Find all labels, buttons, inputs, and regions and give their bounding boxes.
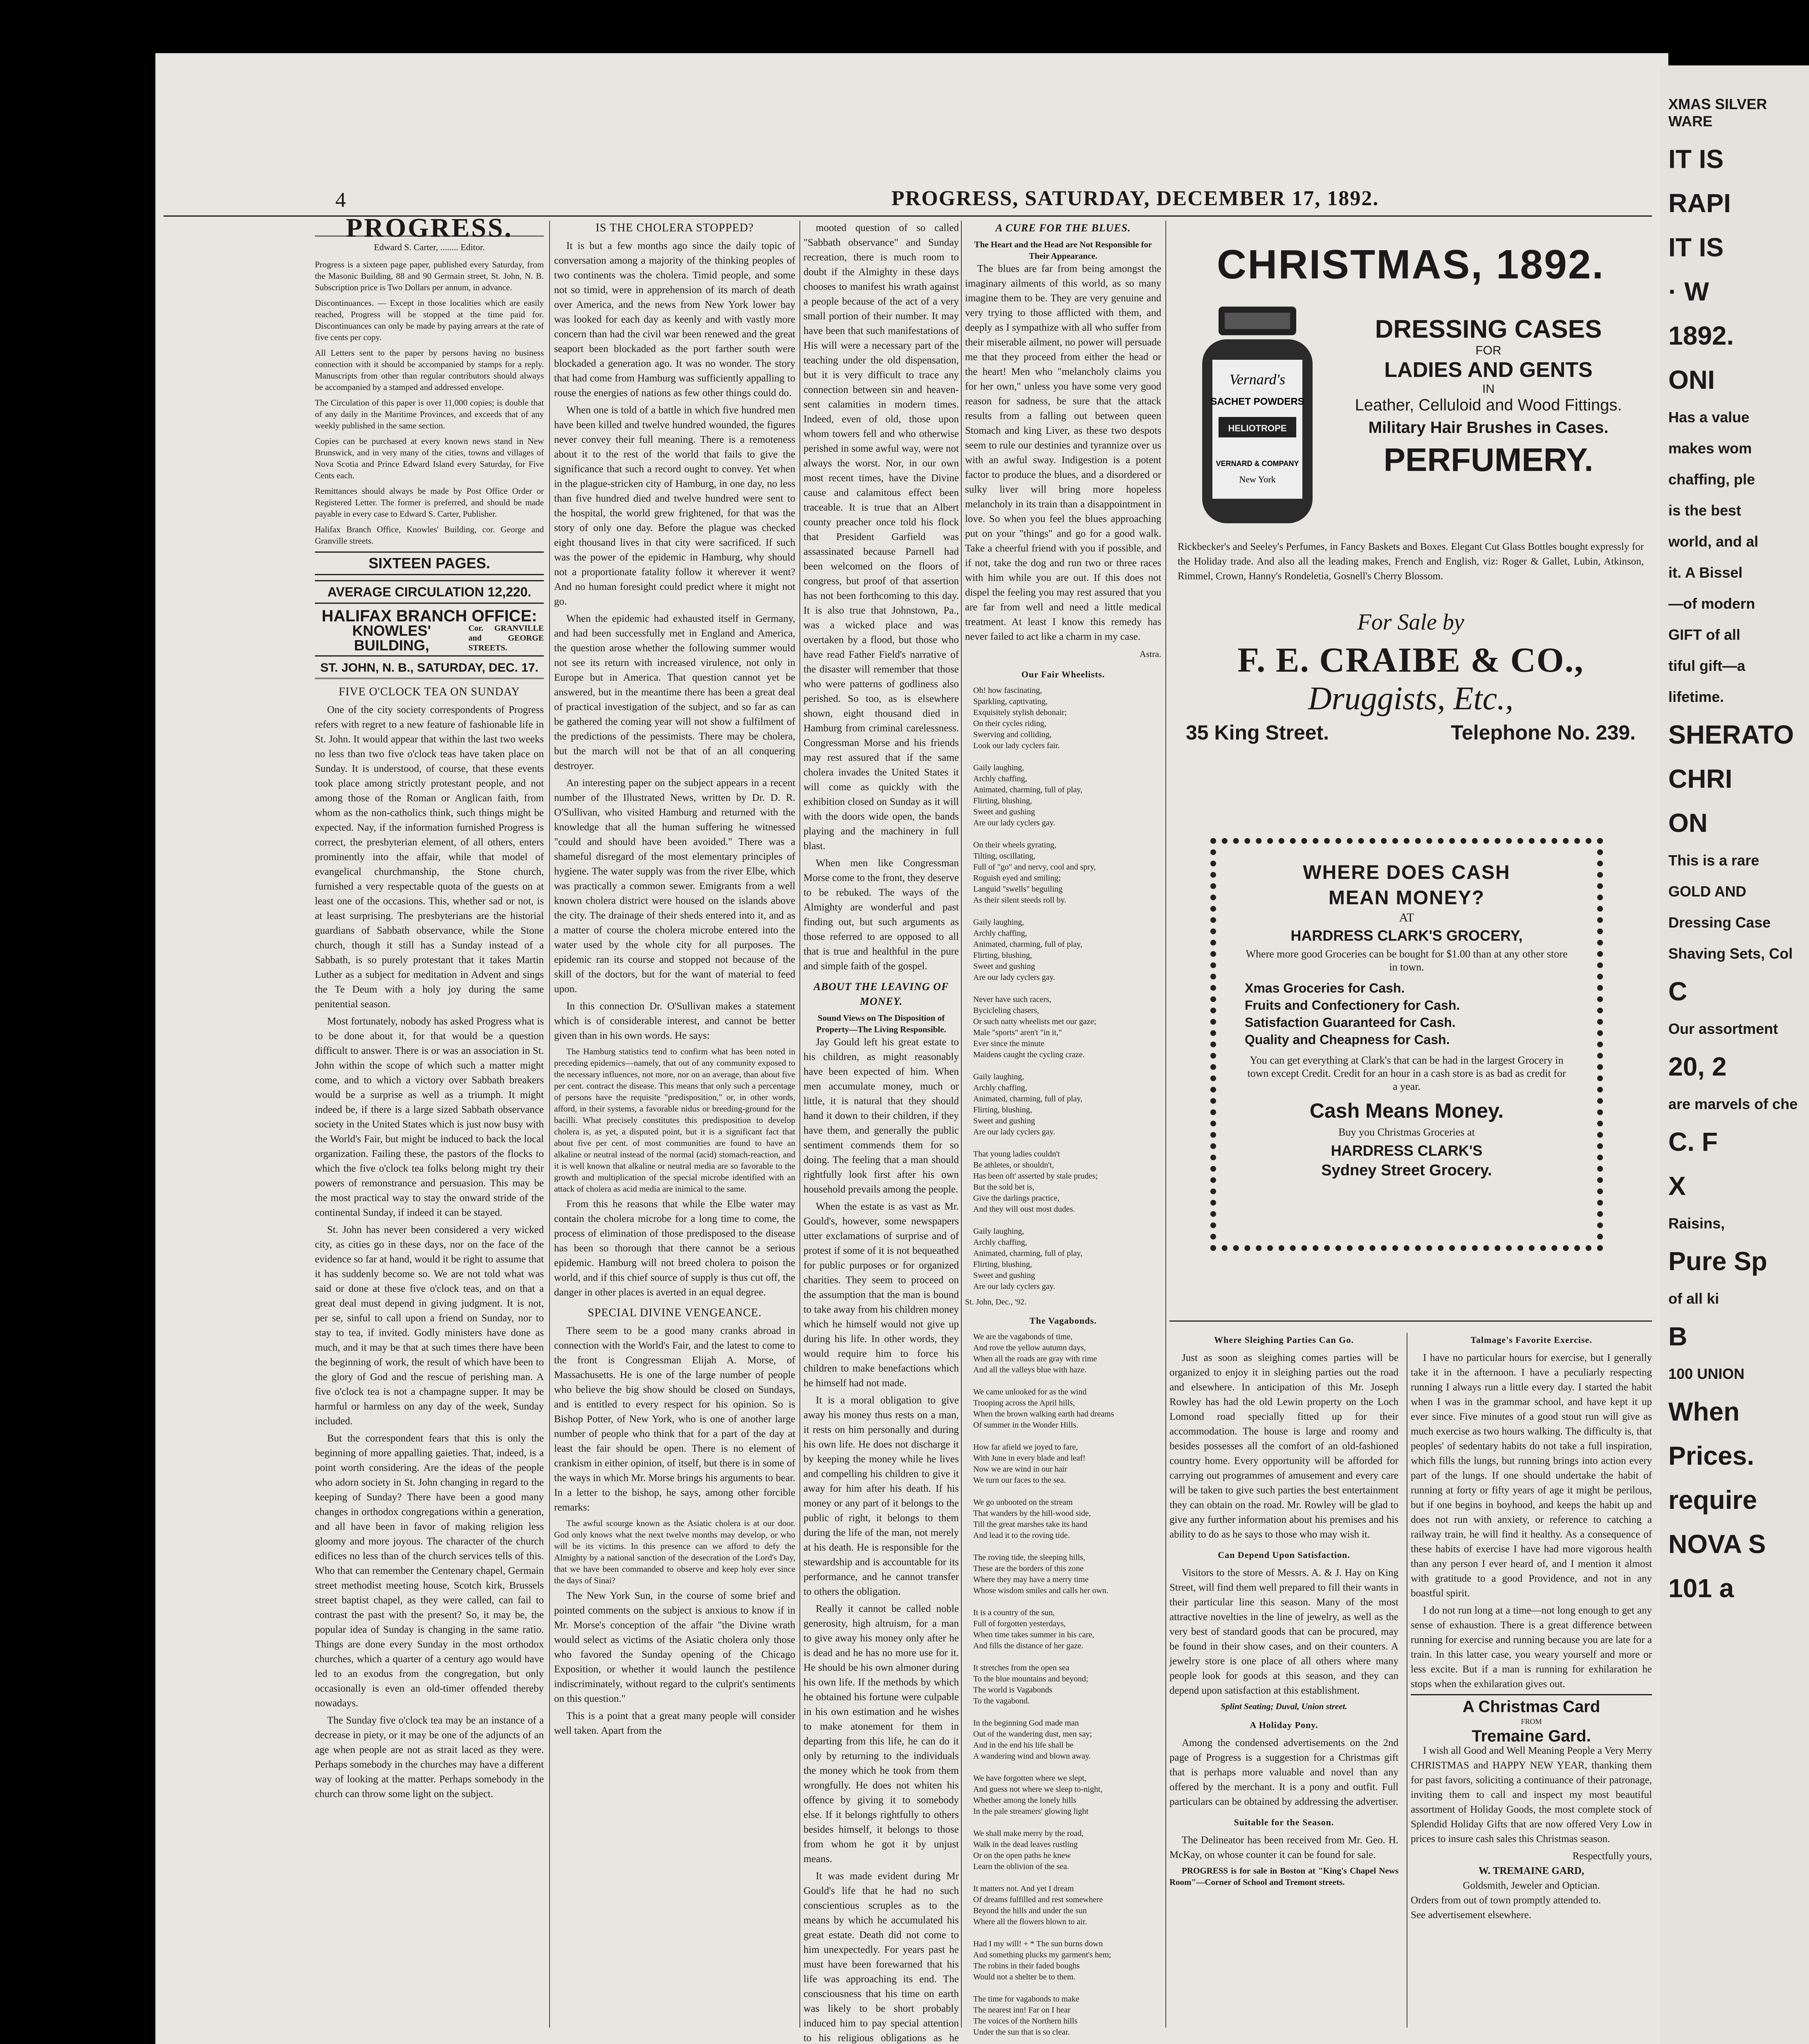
poem-line: In the beginning God made man — [973, 1719, 1079, 1728]
paragraph: There seem to be a good many cranks abroad in connection with the World's Fair, and the latest to come to the front is Congressman Elijah A. Morse, of Massachusetts. He is one of the large number of people who believe the big show should be closed on Sundays, and is entitled to every respect for his opinion. So is Bishop Potter, of New York, who is one of another large number of people who think that for a part of the day at least the fair should be open. There is no element of crankism in either opinion, of itself, but there is in some of the ways in which Mr. Morse brings his arguments to bear. In a letter to the bishop, he says, among other forcible remarks: — [554, 1325, 795, 1513]
paragraph: This is a point that a great many people will consider well taken. Apart from the — [554, 1710, 795, 1736]
strip-text: CHRI — [1668, 764, 1733, 793]
paragraph: When men like Congressman Morse come to the front, they deserve to be rebuked. The ways of the Almighty are wonderful and past finding out, but such arguments as those referred to are opposed to all that is true and healthful in the pure and simple faith of the gospel. — [804, 858, 959, 972]
poem — [965, 1331, 1161, 2044]
poem-line: Sweet and gushing — [973, 962, 1035, 971]
poem-line — [973, 1817, 1161, 1828]
poem-line: Under the sun that is so clear. — [973, 2028, 1070, 2037]
poem-line: Now we are wind in our hair — [973, 1465, 1067, 1474]
leather-line: Leather, Celluloid and Wood Fittings. — [1355, 396, 1622, 414]
paragraph: The Sunday five o'clock tea may be an instance of a decrease in piety, or it may be one of the adjuncts of an age when people are not as strait laced as they were. Perhaps somebody in the churches may have a different way of looking at the matter. Perhaps somebody in the church can throw some light on the subject. — [315, 1715, 544, 1800]
poem-title: Our Fair Wheelists. — [1021, 669, 1105, 679]
poem-line — [973, 1541, 1161, 1552]
notice: Discontinuances. — Except in those localities which are easily reached, Progress will be stopped at the time paid for. Discontinuances can only be made by paying arrears at the rate of five cents per copy. — [315, 298, 544, 342]
ladies-gents: LADIES AND GENTS — [1384, 358, 1593, 382]
perfumery: PERFUMERY. — [1383, 442, 1594, 478]
store-name: HARDRESS CLARK'S — [1331, 1142, 1483, 1159]
article-title: Where Sleighing Parties Can Go. — [1214, 1335, 1354, 1345]
poem-line: On their wheels gyrating, — [973, 840, 1057, 849]
poem-line: That wanders by the hill-wood side, — [973, 1509, 1091, 1518]
article-title: Can Depend Upon Satisfaction. — [1218, 1550, 1350, 1560]
strip-text: Pure Sp — [1668, 1246, 1767, 1276]
adjacent-page-strip — [1660, 65, 1809, 2044]
jar-label: VERNARD & COMPANY — [1216, 459, 1299, 468]
for-label: FOR — [1475, 344, 1502, 357]
page-title: PROGRESS, SATURDAY, DECEMBER 17, 1892. — [891, 187, 1379, 210]
poem-line: Walk in the dead leaves rustling — [973, 1840, 1078, 1849]
poem-line: Archly chaffing, — [973, 1083, 1027, 1092]
poem-line: And something plucks my garment's hem; — [973, 1950, 1111, 1959]
notice: All Letters sent to the paper by persons having no business connection with it should be accompanied by stamps for a reply. Manuscripts from other than regular contributors should always be accompanied by a stamped and addressed envelope. — [315, 348, 544, 392]
strip-text: XMAS SILVER WARE — [1668, 96, 1767, 130]
poem-line: Flirting, blushing, — [973, 1260, 1032, 1269]
paragraph: It is but a few months ago since the daily topic of conversation among a majority of the thinking peoples of two continents was the cholera. Timid people, and some not so timid, were in apprehension of its march of death over America, and the news from New York lower bay was looked for each day as keenly and with vastly more concern than had the civil war been renewed and the great seaport been blockaded as the port farther south were blockaded a generation ago. It was no wonder. The story that had come from Hamburg was sufficiently appalling to rouse the energies of nations as few other things could do. — [554, 240, 795, 399]
poem-line: Bycicleling chasers, — [973, 1006, 1039, 1015]
paragraph: St. John has never been considered a very wicked city, as cities go in these days, nor on the face of the evidence so far at hand, would it be right to assume that it has suddenly become so. We are not told what was said or done at these five o'clock teas, and on that a great deal must depend in giving judgment. It is not, per se, sinful to call upon a friend on Sunday, nor to stay to tea, if invited. Godly ministers have done as much, and it may be that at such times there have been the beginning of work, the result of which have been to the glory of God and the rescue of perishing man. A five o'clock tea is not a champagne supper. It may be harmful or harmless on any day of the week, Sunday included. — [315, 1224, 544, 1427]
druggists: Druggists, Etc., — [1308, 681, 1514, 717]
dressing-cases: DRESSING CASES — [1375, 315, 1602, 343]
paragraph: Most fortunately, nobody has asked Progress what is to be done about it, for that would be a question difficult to answer. There is or was an association in St. John within the scope of which such a matter might come, and to which a victory over Sabbath breakers would be a surprise as well as a triumph. It might indeed be, if there is a large sized Sabbath observance society in the United States which is just now busy with the World's Fair, but might be induced to back the local organization. Failing these, the pastors of the flocks to which the five o'clock tea folks belong might try their powers of remonstrance and persuasion. This may be the most practical way to stay the onward stride of the continental Sunday, if indeed it can be stayed. — [315, 1016, 544, 1218]
poem-line: Oh! how fascinating, — [973, 686, 1042, 695]
ad-text: Buy you Christmas Groceries at — [1338, 1126, 1475, 1138]
strip-text: 100 UNION — [1668, 1365, 1745, 1382]
poem-line — [973, 1872, 1161, 1883]
poem-title: The Vagabonds. — [1029, 1316, 1097, 1326]
poem-line: Animated, charming, full of play, — [973, 1094, 1082, 1103]
poem-line: Gaily laughing, — [973, 763, 1024, 772]
poem-line: Are our lady cyclers gay. — [973, 1127, 1055, 1136]
poem-line: Gaily laughing, — [973, 1227, 1024, 1236]
paragraph: PROGRESS is for sale in Boston at "King's Chapel News Room"—Corner of School and Tremont streets. — [1169, 1866, 1398, 1887]
poem-line: Whether among the lonely hills — [973, 1796, 1077, 1805]
poem-line — [973, 1927, 1161, 1939]
article-title: Talmage's Favorite Exercise. — [1470, 1335, 1592, 1345]
strip-text: lifetime. — [1668, 688, 1724, 705]
strip-text: IT IS — [1668, 144, 1724, 174]
strip-text: Shaving Sets, Col — [1668, 945, 1793, 962]
section-rule — [1169, 1320, 1652, 1322]
card-from: FROM — [1521, 1717, 1542, 1726]
poem-line: The robins in their faded boughs — [973, 1961, 1080, 1970]
poem-line: Be athletes, or shouldn't, — [973, 1161, 1054, 1170]
paragraph: Really it cannot be called noble generosity, high altruism, for a man to give away his money only after he is dead and he has no more use for it. He should be his own almoner during his own life. If the methods by which he obtained his fortune were culpable in his own estimation and he wishes to make atonement for them in departing from this life, he can do it only by returning to the individuals the money which he took from them wrongfully. He does not whiten his offence by giving it to somebody else. If it belongs rightfully to others besides himself, it belongs to those from whom he got it by unjust means. — [804, 1603, 959, 1865]
paragraph: An interesting paper on the subject appears in a recent number of the Illustrated News, written by Dr. D. R. O'Sullivan, who visited Hamburg and returned with the knowledge that all the human suffering he witnessed "could and should have been avoided." There was a shameful disregard of the most elementary principles of hygiene. The water supply was from the river Elbe, which was practically a common sewer. Emigrants from a well known cholera district were housed on the islands above the city. The drainage of their sheds entered into it, and as a matter of course the cholera microbe entered into the water used by the whole city for all purposes. The epidemic ran its course and stopped not because of the skill of the doctors, but for the want of material to feed upon. — [554, 778, 795, 995]
ad-heading: WHERE DOES CASH — [1303, 862, 1510, 883]
column-rule — [961, 221, 962, 2028]
ad-bullet: Quality and Cheapness for Cash. — [1245, 1032, 1450, 1047]
page-header — [164, 180, 1652, 217]
poem-line: Roguish eyed and smiling; — [973, 874, 1061, 883]
strip-text: GIFT of all — [1668, 626, 1740, 643]
notice: The Circulation of this paper is over 11,000 copies; is double that of any daily in the Maritime Provinces, and exceeds that of any weekly published in the same section. — [315, 398, 544, 430]
in-label: IN — [1482, 382, 1495, 396]
poem-line: The time for vagabonds to make — [973, 1995, 1080, 2004]
cash-means-money: Cash Means Money. — [1309, 1099, 1504, 1122]
poem — [965, 685, 1161, 1292]
strip-text: RAPI — [1668, 188, 1731, 218]
poem-line — [973, 2038, 1161, 2044]
poem-line: How far afield we joyed to fare, — [973, 1443, 1078, 1452]
paragraph: One of the city society correspondents of Progress refers with regret to a new feature of fashionable life in St. John. It would appear that within the last two weeks no less than two five o'clock teas have taken place on Sunday. It is understood, of course, that these events took place among strictly protestant people, and not among those of the Roman or Anglican faith, from whom as the non-catholics think, such things might be expected. Nay, if the information furnished Progress is correct, the presbyterian element, of all others, enters prominently into the affair, while that model of evangelical churchmanship, the Stone church, furnished a very respectable quota of the guests on at least one of the occasions. This, whether sad or not, is at least surprising. The presbyterians are the historial guardians of Sabbath observance, while the Stone church, though it still has a Sunday instead of a Sabbath, is so purely protestant that it takes Martin Luther as a subject for meditation in Advent and sings the Te Deum with a holy joy during the same penitential season. — [315, 704, 544, 1010]
paragraph: The blues are far from being amongst the imaginary ailments of this world, as so many imagine them to be. They are very genuine and very trying to those afflicted with them, and deeply as I sympathize with all who suffer from their miserable ailment, no power will persuade me that they proceed from either the head or the heart! Men who "melancholy claims you for her own," unless you have some very good reason for sadness, be sure that the attack results from a falling out between queen Stomach and king Liver, as these two despots seem to rule our destinies and tyrannize over us with an awful sway. Indigestion is a potent factor to produce the blues, and a disordered or sulky liver will bring more hopeless melancholy in its train than a disappointment in love. So when you feel the blues approaching put on your "things" and go for a good walk. Take a cheerful friend with you if possible, and if not, take the dog and run two or three races with him while you are out. If this does not dispel the feeling you may rest assured that you are far from well and need a little medical treatment. At least I know this remedy has never failed to act like a charm in my case. — [965, 263, 1161, 642]
poem-line: Gaily laughing, — [973, 918, 1024, 927]
ad-heading: CHRISTMAS, 1892. — [1216, 242, 1605, 287]
poem-line: Male "sports" aren't "in it," — [973, 1028, 1062, 1037]
poem-line: When all the roads are gray with rime — [973, 1354, 1097, 1363]
poem-line: Are our lady cyclers gay. — [973, 973, 1055, 982]
poem-line: The nearest inn! Far on I hear — [973, 2006, 1071, 2015]
poem-line: Or such natty wheelists met our gaze; — [973, 1017, 1097, 1026]
paragraph: I do not run long at a time—not long enough to get any sense of exhaustion. There is a great difference between running for exercise and running because you are late for a train. In this latter case, you weary yourself and more or less excite. But if a man is running for exhilaration he stops when the exhilaration gives out. — [1411, 1605, 1652, 1690]
poem-line: Of summer in the Wonder Hills. — [973, 1421, 1078, 1430]
strip-text: Prices. — [1668, 1441, 1754, 1470]
ad-address: 35 King Street. — [1186, 721, 1329, 744]
paragraph: In this connection Dr. O'Sullivan makes a statement which is of considerable interest, and cannot be better given than in his own words. He says: — [554, 1001, 795, 1041]
poem-line: Flirting, blushing, — [973, 951, 1032, 960]
paragraph: Visitors to the store of Messrs. A. & J. Hay on King Street, will find them well prepared to fill their wants in their particular line this season. Many of the most attractive novelties in the line of jewelry, as well as the very best of standard goods that can be procured, may be found in their show cases, and on their counters. A jewelry store is one place of all others where many people look for goods at this season, and they can depend upon satisfaction at this establishment. — [1169, 1567, 1398, 1696]
orders-note: Orders from out of town promptly attended to. — [1411, 1895, 1601, 1906]
strip-text: X — [1668, 1171, 1686, 1201]
signature: W. TREMAINE GARD, — [1478, 1865, 1585, 1876]
poem-line: We shall make merry by the road, — [973, 1829, 1084, 1838]
ad-bullet: Satisfaction Guaranteed for Cash. — [1245, 1015, 1456, 1030]
jar-label: New York — [1239, 474, 1276, 484]
poem-line: Animated, charming, full of play, — [973, 940, 1082, 949]
notice: Halifax Branch Office, Knowles' Building, cor. George and Granville streets. — [315, 524, 544, 546]
poem-line — [973, 1652, 1161, 1663]
grocery-advertisement — [1210, 838, 1603, 1251]
ad-text: Where more good Groceries can be bought for $1.00 than at any other store in town. — [1246, 948, 1568, 973]
jar-label: HELIOTROPE — [1228, 423, 1287, 433]
poem-line: But the sold bet is, — [973, 1183, 1035, 1192]
article-title: IS THE CHOLERA STOPPED? — [595, 222, 754, 234]
strip-text: C. F — [1668, 1127, 1718, 1156]
poem-line: And rove the yellow autumn days, — [973, 1343, 1086, 1352]
poem-line: Exquisitely stylish debonair; — [973, 708, 1067, 717]
ad-telephone: Telephone No. 239. — [1451, 721, 1636, 744]
column-talmage — [1411, 1333, 1652, 2028]
poem-line: When the brown walking earth had dreams — [973, 1410, 1114, 1419]
paragraph: It is a moral obligation to give away his money thus rests on a man, it rests on him personally and during his own life. He does not discharge it by keeping the money while he lives and compelling his children to give it away for him after his death. If his money or any part of it belongs to the public of right, it belongs to them during the life of the man, not merely at his death. He is responsible for the stewardship and is accountable for its performance, and he cannot transfer to others the obligation. — [804, 1395, 959, 1597]
strip-text: This is a rare — [1668, 852, 1760, 869]
poem-date: St. John, Dec., '92. — [965, 1298, 1027, 1307]
poem-line: Sweet and gushing — [973, 1116, 1035, 1125]
poem-line: Swerving and colliding, — [973, 730, 1052, 739]
paragraph: It was made evident during Mr Gould's life that he had no such conscientious scruples as to the means by which he accumulated his great estate. Death did not come to him unexpectedly. For years past he must have been forewarned that his life was approaching its end. The consciousness that his time on earth was likely to be short probably induced him to pay special attention to his religious obligations as he — [804, 1871, 959, 2044]
poem-line: Sweet and gushing — [973, 1271, 1035, 1280]
at-label: AT — [1399, 911, 1414, 924]
poem-line: It is a country of the sun, — [973, 1608, 1055, 1617]
poem-line: Trooping across the April hills, — [973, 1399, 1075, 1407]
strip-text: IT IS — [1668, 233, 1724, 262]
strip-text: C — [1668, 977, 1688, 1006]
paragraph: When one is told of a battle in which five hundred men have been killed and twelve hundred wounded, the figures never convey their full meaning. There is a remoteness about it to the rest of the world that fails to give the significance that such a record ought to convey. Yet when in the plague-stricken city of Hamburg, in one day, no less than five hundred died and twelve hundred were sent to the hospital, the world grew frightened, for that was the story of only one day. Before the plague was checked eight thousand lives in that city were sacrificed. If such was the power of the epidemic in Hamburg, why should not a proportionate fatality follow it wherever it went? And no human foresight could predict where it might not go. — [554, 405, 795, 607]
knowles-building: KNOWLES' BUILDING, — [352, 622, 431, 654]
quote: The awful scourge known as the Asiatic cholera is at our door. God only knows what the next twelve months may develop, or who will be its victims. In this presence can we afford to defy the Almighty by a national sanction of the desecration of the Lord's Day, that we have been commanded to observe and keep holy ever since the days of Sinai? — [554, 1518, 795, 1585]
poem-line — [973, 1376, 1161, 1387]
ad-text: You can get everything at Clark's that can be had in the largest Grocery in town except Credit. Credit for an hour in a cash store is as bad as credit for a year. — [1247, 1054, 1566, 1092]
poem-line: Where they may have a merry time — [973, 1575, 1089, 1584]
article-subtitle: Sound Views on The Disposition of Property—The Living Responsible. — [816, 1013, 946, 1034]
poem-line: Animated, charming, full of play, — [973, 1249, 1082, 1258]
poem-line: Tilting, oscillating, — [973, 852, 1036, 861]
strip-text: require — [1668, 1485, 1757, 1515]
column-rule — [1165, 221, 1166, 2028]
respectfully: Respectfully yours, — [1572, 1851, 1652, 1862]
poem-line: Animated, charming, full of play, — [973, 785, 1082, 794]
jar-label: SACHET POWDERS — [1210, 396, 1304, 407]
strip-text: —of modern — [1668, 595, 1755, 612]
store-name: HARDRESS CLARK'S GROCERY, — [1291, 927, 1523, 944]
strip-text: chaffing, ple — [1668, 471, 1755, 488]
masthead: PROGRESS. — [315, 221, 544, 237]
paragraph: I wish all Good and Well Meaning People a Very Merry CHRISTMAS and HAPPY NEW YEAR, thanking them for past favors, soliciting a continuance of their patronage, inviting them to call and inspect my most beautiful assortment of Holiday Goods, the most complete stock of Splendid Holiday Gifts that are now offered Very Low in prices to insure cash sales this Christmas season. — [1411, 1745, 1652, 1845]
ad-bullet: Xmas Groceries for Cash. — [1245, 981, 1405, 995]
military-line: Military Hair Brushes in Cases. — [1368, 419, 1609, 437]
poem-line: Would not a shelter be to them. — [973, 1972, 1075, 1981]
poem-line: Or on the open paths he knew — [973, 1851, 1071, 1860]
article-title: Suitable for the Season. — [1234, 1817, 1334, 1827]
poem-line: To the blue mountains and beyond; — [973, 1674, 1089, 1683]
strip-text: · W — [1668, 277, 1709, 306]
poem-line: When time takes summer in his care, — [973, 1630, 1095, 1639]
poem-line: Full of forgotten yesterdays, — [973, 1619, 1066, 1628]
poem-line: On their cycles riding, — [973, 719, 1046, 728]
paragraph: When the estate is as vast as Mr. Gould's, however, some newspapers utter exclamations of surprise and of protest if some of it is not bequeathed for public purposes or for organized charities. They seem to proceed on the assumption that the man is bound to take away from his children money which he himself would not give up during his life. In other words, they would require him to force his children to make benefactions which he himself had not made. — [804, 1201, 959, 1389]
poem-line: We turn our faces to the sea. — [973, 1476, 1066, 1485]
strip-text: are marvels of che — [1668, 1096, 1798, 1112]
corner-streets: Cor. GRANVILLE and GEORGE STREETS. — [468, 624, 544, 652]
jar-label: Vernard's — [1229, 371, 1286, 388]
poem-line: And all the valleys blue with haze. — [973, 1365, 1087, 1374]
halifax-office: HALIFAX BRANCH OFFICE: — [321, 607, 537, 625]
christmas-advertisement — [1169, 221, 1652, 752]
poem-line: And fills the distance of her gaze. — [973, 1641, 1084, 1650]
poem-line: The world is Vagabonds — [973, 1685, 1053, 1694]
poem-line: These are the borders of this zone — [973, 1564, 1084, 1573]
sixteen-pages: SIXTEEN PAGES. — [315, 551, 544, 575]
strip-text: ONI — [1668, 365, 1715, 394]
strip-text: NOVA S — [1668, 1529, 1766, 1559]
article-subtitle: The Heart and the Head are Not Responsible for Their Appearance. — [974, 240, 1152, 261]
poem-line — [973, 906, 1161, 917]
poem-line: In the pale streamers' glowing light — [973, 1807, 1089, 1816]
strip-text: GOLD AND — [1668, 883, 1746, 900]
poem-line: That young ladies couldn't — [973, 1150, 1060, 1159]
strip-text: tiful gift—a — [1668, 657, 1745, 674]
poem-line: Maidens caught the cycling craze. — [973, 1050, 1085, 1059]
poem-line: It stretches from the open sea — [973, 1663, 1069, 1672]
poem-line — [973, 983, 1161, 994]
poem-line: Whose wisdom smiles and calls her own. — [973, 1586, 1109, 1595]
poem-line: Archly chaffing, — [973, 1238, 1027, 1247]
strip-text: makes wom — [1668, 440, 1752, 457]
poem-line: Flirting, blushing, — [973, 1105, 1032, 1114]
poem-line: And in the end his life shall be — [973, 1741, 1073, 1750]
card-heading: A Christmas Card — [1411, 1694, 1652, 1714]
poem-line: Till the great marshes take its hand — [973, 1520, 1088, 1529]
poem-line — [973, 1138, 1161, 1149]
poem-line: To the vagabond. — [973, 1697, 1030, 1706]
paragraph: I have no particular hours for exercise, but I generally take it in the afternoon. I have a peculiarly respecting running I always run a little every day. I started the habit when I was in the grammar school, and have kept it up ever since. Five minutes of a good stout run will give as much exercise as two hours walking. The difficulty is, that peoples' of sedentary habits do not take a full inspiration, which fills the lungs, but running brings into action every part of the lungs. If one should undertake the habit of running at forty or fifty years of age it might be perilous, but if one begins in boyhood, and keeps the habit up and does not run with anxiety, or reference to catching a railway train, he will find it healthy. As a consequence of these habits of exercise I have had more vigorous health than any person I ever heard of, and I mention it almost with gratitude to a good Providence, and not in any boastful spirit. — [1411, 1352, 1652, 1599]
poem-line: The roving tide, the sleeping hills, — [973, 1553, 1085, 1562]
circulation: AVERAGE CIRCULATION 12,220. — [315, 580, 544, 604]
poem-line: We came unlooked for as the wind — [973, 1387, 1087, 1396]
column-cholera — [554, 221, 795, 2028]
poem-line: Where all the flowers blown to air. — [973, 1917, 1087, 1926]
poem-line: Of dreams fulfilled and rest somewhere — [973, 1895, 1103, 1904]
article-title: ABOUT THE LEAVING OF MONEY. — [813, 981, 949, 1007]
poem-line: Archly chaffing, — [973, 929, 1027, 938]
poem-line: And guess not where we sleep to-night, — [973, 1785, 1103, 1794]
strip-text: 1892. — [1668, 321, 1734, 350]
column-blues — [965, 221, 1161, 2037]
page-number: 4 — [335, 188, 347, 212]
signature-title: Goldsmith, Jeweler and Optician. — [1463, 1880, 1600, 1891]
article-title: A CURE FOR THE BLUES. — [995, 222, 1131, 234]
poem-line — [973, 1215, 1161, 1226]
paragraph: When the epidemic had exhausted itself in Germany, and had been successfully met in England and America, the question arose whether the following summer would not see its return with increased virulence, not only in Europe but in America. That question cannot yet be answered, but in the meantime there has been a great deal of practical investigation of the subject, and so far as can be gathered the coming year will not show a fulfilment of the predictions of the pessimists. There may be cholera, but the march will not be that of an all conquering destroyer. — [554, 613, 795, 771]
poem-line: We have forgotten where we slept, — [973, 1774, 1086, 1783]
strip-text: it. A Bissel — [1668, 564, 1743, 581]
strip-text: 101 a — [1668, 1573, 1734, 1603]
poem-line — [973, 1431, 1161, 1442]
strip-text: ON — [1668, 808, 1708, 838]
poem-line: Never have such racers, — [973, 995, 1052, 1004]
poem-line: A wandering wind and blown away. — [973, 1752, 1091, 1761]
poem-line: Languid "swells" beguiling — [973, 885, 1063, 894]
paragraph: The New York Sun, in the course of some brief and pointed comments on the subject is anxious to know if in Mr. Morse's conception of the affair "the Divine wrath would select as victims of the Asiatic cholera only those who favored the Sunday opening of the Chicago Exposition, or whether it would launch the pestilence indiscriminately, without regard to the culprit's sentiments on this question." — [554, 1590, 795, 1704]
paragraph: But the correspondent fears that this is only the beginning of more appalling gaieties. That, indeed, is a point worth considering. Are the ideas of the people who adorn society in St. John changing in regard to the keeping of Sunday? There have been a good many changes in orthodox congregations within a generation, and all have been in favor of making religion less gloomy and more joyous. The character of the church edifices no less than of the church services tells of this. Who that can remember the Centenary chapel, Germain street methodist meeting house, Scotch kirk, Brussels street baptist chapel, as they were called, can fail to contrast the past with the present? So, it may be, the popular idea of Sunday is changing in the same ratio. Things are done every Sunday in the most orthodox churches, which a quarter of a century ago would have led to an exodus from the congregation, but only occasionally is even an old-timer offended thereby nowadays. — [315, 1433, 544, 1709]
poem-line — [973, 1486, 1161, 1497]
poem-line: With June in every blade and leaf! — [973, 1454, 1086, 1463]
strip-text: of all ki — [1668, 1290, 1719, 1307]
signature: Astra. — [1139, 649, 1161, 659]
poem-line: Flirting, blushing, — [973, 796, 1032, 805]
strip-text: world, and al — [1668, 533, 1759, 550]
poem-line: Has been oft' asserted by stale prudes; — [973, 1172, 1098, 1181]
article-title: A Holiday Pony. — [1250, 1720, 1318, 1730]
footer-ad: Splint Seating; Duval, Union street. — [1221, 1701, 1347, 1711]
paragraph: From this he reasons that while the Elbe water may contain the cholera microbe for a long time to come, the process of elimination of those predisposed to the disease has been so thorough that there cannot be a serious epidemic. Hamburg will not breed cholera to poison the world, and if this chief source of supply is thus cut off, the danger in other places is averted in an equal degree. — [554, 1199, 795, 1298]
poem-line: Sweet and gushing — [973, 807, 1035, 816]
dateline: ST. JOHN, N. B., SATURDAY, DEC. 17. — [315, 661, 544, 679]
poem-line: Had I my will! + * The sun burns down — [973, 1939, 1103, 1948]
poem-line: Full of "go" and nervy, cool and spry, — [973, 863, 1096, 872]
strip-text: Dressing Case — [1668, 914, 1771, 931]
notice: Copies can be purchased at every known news stand in New Brunswick, and in very many of the cities, towns and villages of Nova Scotia and Prince Edward Island every Saturday, for Five Cents each. — [315, 436, 544, 480]
poem-line: As their silent steeds roll by. — [973, 896, 1066, 905]
poem-line: Ever since the minute — [973, 1039, 1044, 1048]
poem-line: Gaily laughing, — [973, 1072, 1024, 1081]
ad-description: Rickbecker's and Seeley's Perfumes, in Fancy Baskets and Boxes. Elegant Cut Glass Bottles bought expressly for the Holiday trade. And also all the leading makes, French and English, viz: Roger & Gallet, Lubin, Atkinson, Rimmel, Crown, Hanny's Rondeletia, Gosnell's Cherry Blossom. — [1178, 541, 1644, 582]
poem-line: Out of the wandering dust, men say; — [973, 1730, 1092, 1739]
for-sale: For Sale by — [1357, 610, 1464, 635]
column-rule — [549, 221, 550, 2028]
strip-text: 20, 2 — [1668, 1052, 1727, 1081]
street-name: Sydney Street Grocery. — [1321, 1162, 1492, 1179]
poem-line: And lead it to the roving tide. — [973, 1531, 1070, 1540]
poem-line — [973, 1762, 1161, 1773]
article-title: SPECIAL DIVINE VENGEANCE. — [588, 1307, 762, 1319]
ad-heading: MEAN MONEY? — [1329, 887, 1485, 909]
column-rule — [799, 221, 800, 2028]
poem-line: It matters not. And yet I dream — [973, 1884, 1074, 1893]
poem-line: Give the darlings practice, — [973, 1194, 1060, 1203]
see-advertisement: See advertisement elsewhere. — [1411, 1910, 1532, 1921]
firm-name: F. E. CRAIBE & CO., — [1237, 640, 1584, 679]
poem-line — [973, 1983, 1161, 1994]
strip-text: is the best — [1668, 502, 1742, 519]
ad-bullet: Fruits and Confectionery for Cash. — [1245, 998, 1460, 1013]
poem-line: Beyond the hills and under the sun — [973, 1906, 1087, 1915]
poem-line: We go unbooted on the stream — [973, 1498, 1073, 1507]
quote: The Hamburg statistics tend to confirm what has been noted in preceding epidemics—namely, that out of any community exposed to the necessary influences, not more, nor on an average, than about five per cent. contract the disease. This means that only such a percentage of persons have the requisite "predisposition," or, in other words, afford, in their systems, a favorable nidus or breeding-ground for the bacilli. What precisely constitutes this predisposition to develop cholera is, as yet, a disputed point, but it is a significant fact that about five per cent. of most communities are found to have an alkaline or neutral instead of the normal (acid) stomach-reaction, and it is well known that alkaline or neutral media are so favorable to the growth and multiplication of the special microbe identified with an attack of cholera as acid media are inimical to the same. — [554, 1047, 795, 1194]
column-editorial — [315, 213, 544, 2028]
notice: Progress is a sixteen page paper, published every Saturday, from the Masonic Building, 88 and 90 Germain street, St. John, N. B. Subscription price is Two Dollars per annum, in advance. — [315, 260, 544, 292]
column-locals — [1169, 1333, 1398, 2028]
poem-line: Learn the oblivion of the sea. — [973, 1862, 1069, 1871]
notice: Remittances should always be made by Post Office Order or Registered Letter. The former is preferred, and should be made payable in every case to Edward S. Carter, Publisher. — [315, 486, 544, 519]
strip-text: Raisins, — [1668, 1215, 1725, 1232]
card-name: Tremaine Gard. — [1472, 1727, 1591, 1745]
paragraph: Jay Gould left his great estate to his children, as might reasonably have been expected of him. When men accumulate money, much or little, it is natural that they should hand it down to their children, if they have them, and generally the public sentiment commends them for so doing. The feeling that a man should rightfully look first after his own household prevails among the people. — [804, 1037, 959, 1195]
poem-line: Are our lady cyclers gay. — [973, 1282, 1055, 1291]
perfume-jar-illustration — [1194, 303, 1321, 531]
poem-line: Sparkling, captivating, — [973, 697, 1048, 706]
editor-line: Edward S. Carter, ........ Editor. — [374, 242, 485, 252]
strip-text: B — [1668, 1322, 1688, 1351]
paragraph: Just as soon as sleighing comes parties will be organized to enjoy it in sleighing parties out the road and elsewhere. In anticipation of this Mr. Joseph Rowley has had the old Lewin property on the Loch Lomond road specially fitted up for their accommodation. The house is large and roomy and besides possesses all the comfort of an old-fashioned country home. Every opportunity will be afforded for carrying out programmes of amusement and every care will be taken to give such parties the best entertainment they can obtain on the road. Mr. Rowley will be glad to give any further information about his premises and his ability to do as he says to those who may wish it. — [1169, 1352, 1398, 1540]
poem-line: Look our lady cyclers fair. — [973, 741, 1060, 750]
paragraph: The Delineator has been received from Mr. Geo. H. McKay, on whose counter it can be found for sale. — [1169, 1835, 1398, 1860]
poem-line: The voices of the Northern hills — [973, 2017, 1077, 2026]
poem-line — [973, 1596, 1161, 1607]
strip-text: Our assortment — [1668, 1020, 1778, 1037]
strip-text: SHERATO — [1668, 720, 1794, 749]
strip-text: When — [1668, 1397, 1740, 1426]
poem-line — [973, 751, 1161, 762]
poem-line — [973, 1707, 1161, 1718]
strip-text: Has a value — [1668, 409, 1750, 426]
paragraph: mooted question of so called "Sabbath observance" and Sunday recreation, there is much room to doubt if the Almighty in these days chooses to manifest his wrath against a people because of the act of a very small portion of their number. It may have been that such manifestations of His will were a necessary part of the teaching under the old dispensation, but it is very difficult to trace any connection between sin and heaven-sent calamities in modern times. Indeed, even of old, those upon whom towers fell and who otherwise perished in some awful way, were not always the worst. Nor, in our own most recent times, have the Divine cause and calamitous effect been traceable. It is true that an Albert county preacher once told his flock that President Garfield was assassinated because Parnell had been welcomed on the floors of congress, but proof of that assertion has not been forthcoming to this day. It is also true that Johnstown, Pa., was a wicked place and was overtaken by a flood, but those who have read Father Field's narrative of the disaster will remember that those who were patterns of godliness also perished. So too, as is elsewhere shown, eight thousand died in Hamburg from criminal carelessness. Congressman Morse and his friends may rest assured that if the same cholera invades the United States it will come as quickly with the exhibition closed on Sunday as it will with the doors wide open, the bands playing and the machinery in full blast. — [804, 222, 959, 852]
poem-line: Are our lady cyclers gay. — [973, 818, 1055, 827]
poem-line — [973, 1060, 1161, 1071]
poem-line: We are the vagabonds of time, — [973, 1332, 1073, 1341]
poem-line — [973, 829, 1161, 840]
paragraph: Among the condensed advertisements on the 2nd page of Progress is a suggestion for a Christmas gift that is perhaps more valuable and novel than any offered by the merchant. It is a pony and outfit. Full particulars can be obtained by addressing the advertiser. — [1169, 1737, 1398, 1807]
article-title: FIVE O'CLOCK TEA ON SUNDAY — [339, 686, 520, 698]
poem-line: Archly chaffing, — [973, 774, 1027, 783]
poem-line: And they will oust most dudes. — [973, 1205, 1075, 1214]
column-money — [804, 221, 959, 2044]
